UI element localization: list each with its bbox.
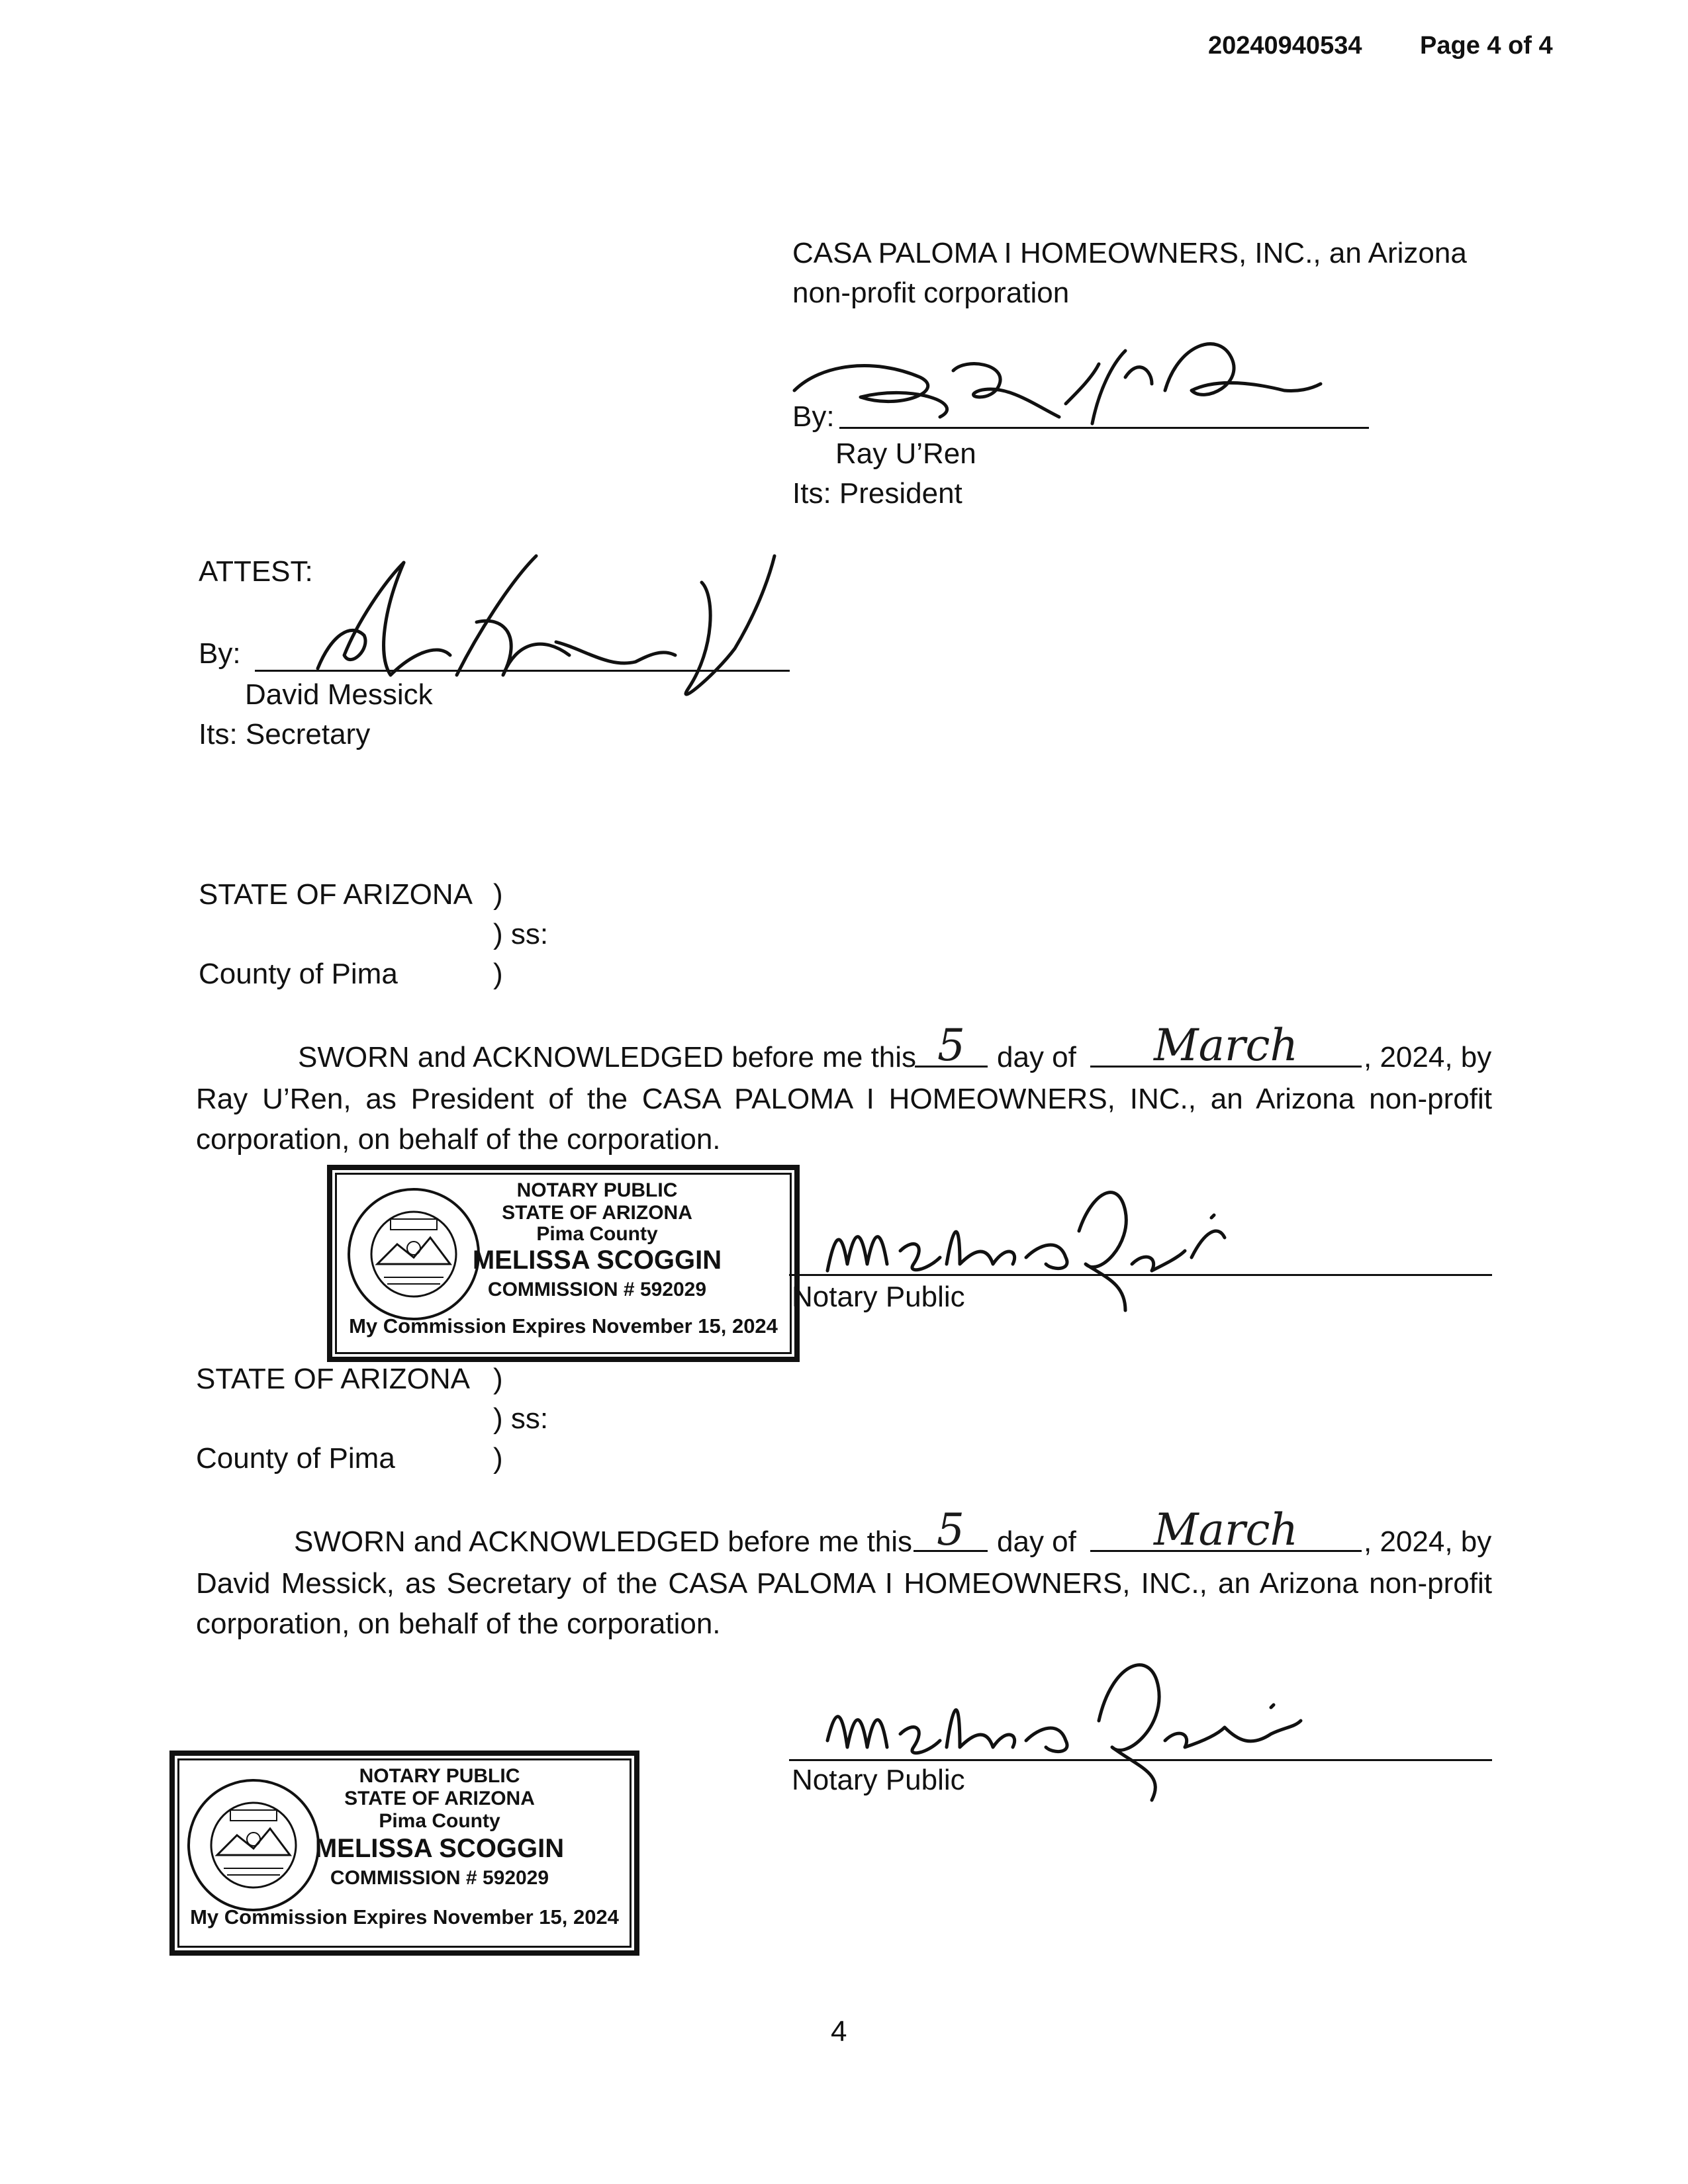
venue1-county: County of Pima — [199, 958, 398, 990]
ack2-year-text: , 2024, by — [1364, 1525, 1492, 1558]
stamp2-line3: Pima County — [379, 1810, 500, 1832]
venue2-county: County of Pima — [196, 1442, 395, 1475]
president-title: Its: President — [792, 477, 962, 510]
company-name-line2: non-profit corporation — [792, 277, 1070, 309]
stamp1-line6: My Commission Expires November 15, 2024 — [349, 1314, 778, 1338]
venue1-state: STATE OF ARIZONA — [199, 878, 473, 911]
ack2-lead-text: SWORN and ACKNOWLEDGED before me this — [294, 1525, 913, 1558]
notary1-label: Notary Public — [792, 1281, 965, 1313]
secretary-title: Its: Secretary — [199, 718, 371, 751]
secretary-by-label: By: — [199, 637, 241, 670]
stamp1-line3: Pima County — [536, 1223, 658, 1245]
page-indicator: Page 4 of 4 — [1420, 32, 1553, 60]
notary-stamp-1 — [327, 1165, 800, 1362]
stamp1-line5: COMMISSION # 592029 — [487, 1279, 707, 1300]
venue2-state: STATE OF ARIZONA — [196, 1363, 470, 1395]
venue2-paren-bottom: ) — [493, 1442, 503, 1475]
stamp2-line2: STATE OF ARIZONA — [344, 1788, 535, 1809]
venue2-paren-top: ) — [493, 1363, 503, 1395]
venue1-paren-top: ) — [493, 878, 503, 911]
recording-number: 20240940534 — [1208, 32, 1362, 60]
venue2-ss: ) ss: — [493, 1402, 549, 1435]
president-signature — [781, 318, 1324, 443]
notary2-label: Notary Public — [792, 1764, 965, 1796]
ack1-line2: Ray U’Ren, as President of the CASA PALOMA I HOMEOWNERS, INC., an Arizona non-profit — [196, 1083, 1492, 1115]
ack2-line3: corporation, on behalf of the corporation. — [196, 1608, 721, 1640]
venue1-ss: ) ss: — [493, 918, 549, 950]
ack1-year-text: , 2024, by — [1364, 1041, 1492, 1073]
ack2-day-of: day of — [997, 1525, 1076, 1558]
stamp2-line5: COMMISSION # 592029 — [330, 1867, 549, 1889]
president-by-label: By: — [792, 400, 835, 433]
stamp1-line1: NOTARY PUBLIC — [516, 1179, 678, 1201]
notary-stamp-2 — [169, 1751, 639, 1956]
ack2-line2: David Messick, as Secretary of the CASA PALOMA I HOMEOWNERS, INC., an Arizona non-profit — [196, 1567, 1492, 1600]
ack1-day-of: day of — [997, 1041, 1076, 1073]
venue1-paren-bottom: ) — [493, 958, 503, 990]
secretary-name: David Messick — [245, 678, 433, 711]
ack2-month-handwritten: March — [1090, 1510, 1362, 1552]
stamp2-line1: NOTARY PUBLIC — [359, 1765, 520, 1787]
ack1-line3: corporation, on behalf of the corporation. — [196, 1123, 721, 1156]
attest-label: ATTEST: — [199, 555, 313, 588]
ack2-day-handwritten: 5 — [914, 1510, 988, 1552]
page-number: 4 — [831, 2015, 847, 2048]
stamp2-line6: My Commission Expires November 15, 2024 — [190, 1905, 619, 1929]
stamp2-line4: MELISSA SCOGGIN — [314, 1834, 565, 1863]
ack1-day-handwritten: 5 — [915, 1026, 988, 1068]
stamp1-line4: MELISSA SCOGGIN — [472, 1246, 722, 1275]
stamp1-line2: STATE OF ARIZONA — [502, 1202, 692, 1224]
ack1-month-handwritten: March — [1090, 1026, 1362, 1068]
president-name: Ray U’Ren — [835, 437, 976, 470]
company-name-line1: CASA PALOMA I HOMEOWNERS, INC., an Arizona — [792, 237, 1467, 269]
ack1-lead-text: SWORN and ACKNOWLEDGED before me this — [298, 1041, 917, 1073]
